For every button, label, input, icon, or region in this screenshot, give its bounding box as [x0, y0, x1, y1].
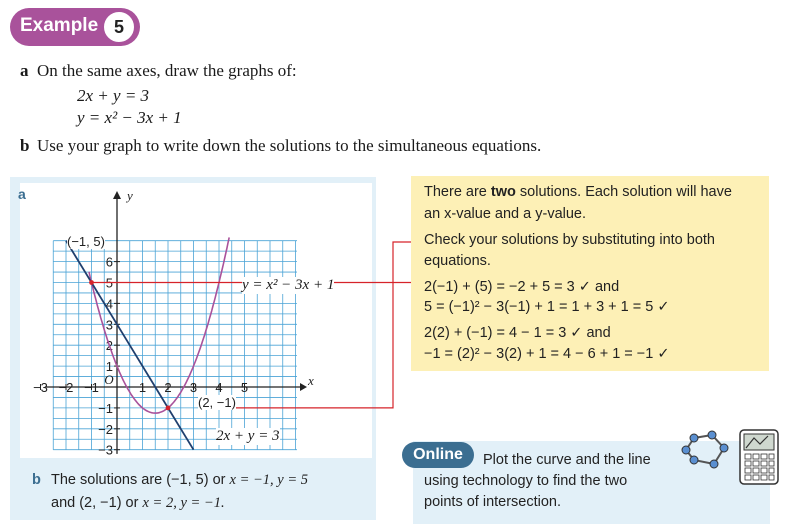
- point-label-1: (−1, 5): [67, 234, 105, 249]
- geometry-software-icon: [680, 430, 732, 472]
- y-axis-label: y: [127, 188, 133, 203]
- check-line-4: −1 = (2)² − 3(2) + 1 = 4 − 6 + 1 = −1 ✓: [424, 346, 670, 362]
- y-tick-label: 3: [105, 317, 113, 333]
- hint-line-3: Check your solutions by substituting into both: [424, 232, 715, 248]
- part-b-text-1: The solutions are (−1, 5) or: [51, 472, 226, 488]
- line-label: 2x + y = 3: [216, 428, 280, 444]
- equation-curve: y = x² − 3x + 1: [77, 108, 182, 127]
- x-tick-label: 5: [240, 380, 249, 395]
- x-axis-arrow: [300, 383, 307, 391]
- y-tick-label: 6: [105, 254, 113, 270]
- example-number: 5: [102, 10, 136, 44]
- online-line-1: Plot the curve and the line: [483, 452, 651, 468]
- x-tick-label: −3: [33, 380, 48, 395]
- x-tick-label: 1: [138, 380, 147, 395]
- check-line-1: 2(−1) + (5) = −2 + 5 = 3 ✓ and: [424, 279, 620, 295]
- y-tick-label: 1: [105, 359, 113, 375]
- hint-line-4: equations.: [424, 253, 491, 269]
- graph-part-label: a: [18, 186, 26, 202]
- hint-line-1: [424, 184, 732, 200]
- y-tick-label: 4: [105, 296, 113, 312]
- question-a-letter: a: [20, 61, 29, 80]
- part-b-line2: [51, 495, 225, 512]
- x-tick-label: 3: [189, 380, 198, 395]
- part-b-math-2: x = 2, y = −1.: [142, 495, 225, 511]
- hint-text: solutions. Each solution will have: [515, 184, 732, 200]
- x-tick-label: 4: [215, 380, 223, 395]
- y-tick-label: 2: [105, 338, 113, 354]
- x-tick-label: −1: [84, 380, 99, 395]
- question-b-text: Use your graph to write down the solutions to the simultaneous equations.: [37, 136, 542, 155]
- equation-line: 2x + y = 3: [77, 86, 150, 105]
- curve-label: y = x² − 3x + 1: [242, 277, 335, 293]
- hint-text: There are: [424, 184, 491, 200]
- plot-lines: [66, 237, 229, 449]
- calculator-icon: [738, 428, 780, 486]
- online-line-2: using technology to find the two: [424, 473, 628, 489]
- question-a-text: On the same axes, draw the graphs of:: [37, 61, 297, 80]
- online-badge: Online: [402, 442, 474, 468]
- example-label: Example: [20, 15, 99, 36]
- part-b-letter: b: [32, 472, 41, 488]
- hint-emphasis: two: [490, 184, 516, 200]
- part-b-text-2: and (2, −1) or: [51, 495, 139, 511]
- check-line-3: 2(2) + (−1) = 4 − 1 = 3 ✓ and: [424, 325, 611, 341]
- y-tick-label: −2: [98, 421, 113, 437]
- origin-label: O: [104, 372, 114, 387]
- intersection-point: [166, 406, 171, 411]
- online-line-3: points of intersection.: [424, 494, 562, 510]
- x-tick-label: −2: [58, 380, 74, 395]
- y-axis-arrow: [113, 191, 121, 199]
- x-axis-label: x: [308, 373, 314, 388]
- axes: [45, 191, 307, 454]
- part-b-line1: [51, 472, 308, 489]
- y-tick-label: 5: [105, 275, 113, 291]
- part-b-math-1: x = −1, y = 5: [229, 472, 309, 488]
- y-tick-label: −1: [98, 400, 113, 416]
- check-line-2: 5 = (−1)² − 3(−1) + 1 = 1 + 3 + 1 = 5 ✓: [424, 299, 670, 315]
- hint-line-2: an x-value and a y-value.: [424, 206, 587, 222]
- pointer-line-2: [231, 242, 411, 408]
- y-tick-label: −3: [98, 442, 113, 458]
- question-b-letter: b: [20, 136, 30, 155]
- x-tick-label: 2: [164, 380, 172, 395]
- point-label-2: (2, −1): [198, 395, 236, 410]
